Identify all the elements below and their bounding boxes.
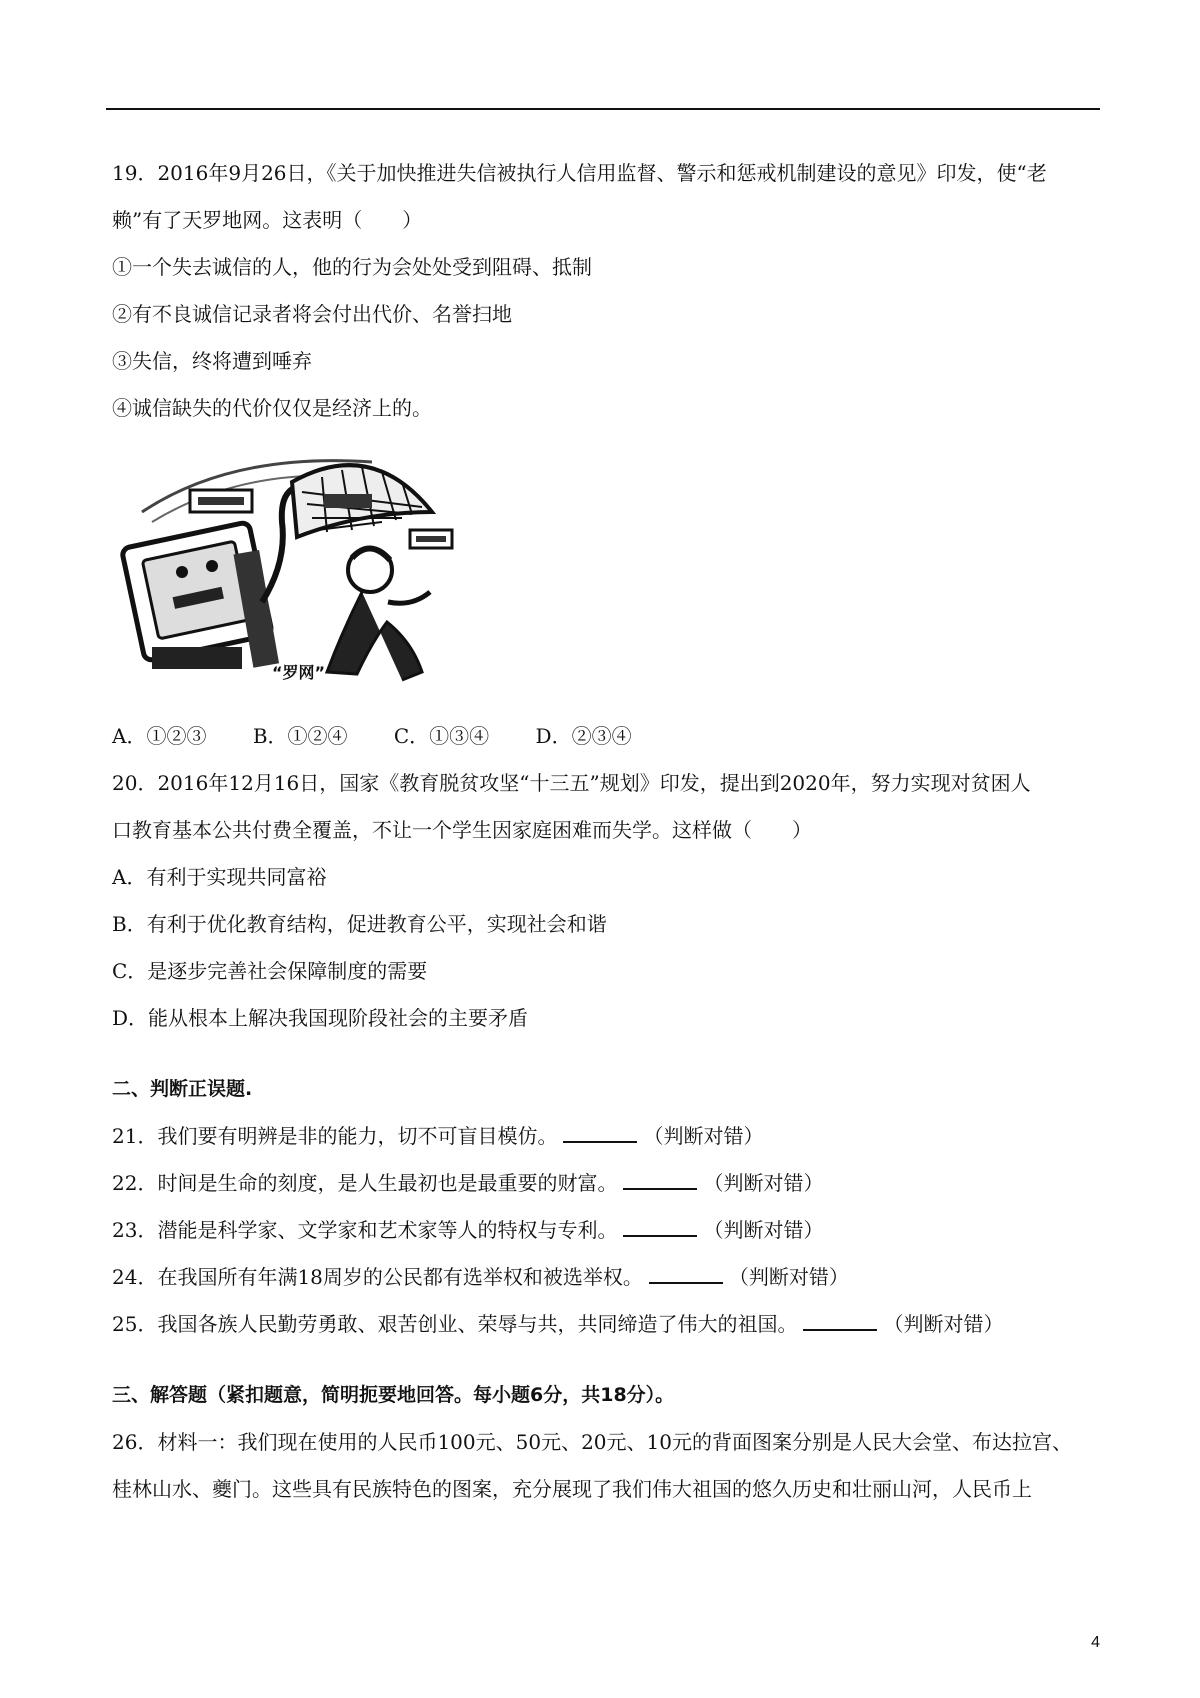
tf-item-suffix: （判断对错） [703,1171,824,1195]
q19-option-d[interactable]: D．②③④ [535,724,632,748]
q19-options [112,713,1100,760]
tf-item-suffix: （判断对错） [703,1218,824,1242]
q19-option-c[interactable]: C．①③④ [393,724,490,748]
page-number: 4 [1091,1634,1100,1651]
tf-item-text: 24．在我国所有年满18周岁的公民都有选举权和被选举权。 [112,1265,643,1289]
section-2-title: 二、判断正误题. [112,1078,253,1100]
computer-monitor-drawing [121,522,279,669]
q19-statement-3: ③失信，终将遭到唾弃 [112,349,312,373]
page-content [112,150,1100,1513]
tf-item-text: 25．我国各族人民勤劳勇敢、艰苦创业、荣辱与共，共同缔造了伟大的祖国。 [112,1312,798,1336]
tf-item-suffix: （判断对错） [643,1124,764,1148]
q19-stem-line1: 19．2016年9月26日，《关于加快推进失信被执行人信用监督、警示和惩戒机制建设的意见》印发，使“老 [112,161,1047,185]
q19-option-b[interactable]: B．①②④ [252,724,348,748]
tf-item-25 [112,1301,1100,1348]
q26-line1: 26．材料一：我们现在使用的人民币100元、50元、20元、10元的背面图案分别是人民大会堂、布达拉宫、 [112,1430,1072,1454]
tf-item-23 [112,1207,1100,1254]
cartoon-caption: “罗网” [272,663,326,682]
q20-stem-line2: 口教育基本公共付费全覆盖，不让一个学生因家庭困难而失学。这样做（ ） [112,818,812,842]
q20-option-a[interactable]: A．有利于实现共同富裕 [112,865,327,889]
tf-item-21 [112,1113,1100,1160]
answer-blank[interactable] [623,1170,697,1190]
header-rule [106,108,1100,110]
tf-item-text: 21．我们要有明辨是非的能力，切不可盲目模仿。 [112,1124,558,1148]
q19-statement-2: ②有不良诚信记录者将会付出代价、名誉扫地 [112,302,512,326]
answer-blank[interactable] [649,1264,723,1284]
net-drawing [292,465,432,537]
q26-line2: 桂林山水、夔门。这些具有民族特色的图案，充分展现了我们伟大祖国的悠久历史和壮丽山河，人民币上 [112,1477,1032,1501]
tf-item-suffix: （判断对错） [728,1265,849,1289]
q20-option-d[interactable]: D．能从根本上解决我国现阶段社会的主要矛盾 [112,1006,529,1030]
q20-stem-line1: 20．2016年12月16日，国家《教育脱贫攻坚“十三五”规划》印发，提出到2020年，努力实现对贫困人 [112,771,1031,795]
cartoon-illustration [112,442,462,690]
tf-item-text: 22．时间是生命的刻度，是人生最初也是最重要的财富。 [112,1171,618,1195]
q19-stem-line2: 赖”有了天罗地网。这表明（ ） [112,208,423,232]
q19-option-a[interactable]: A．①②③ [112,724,207,748]
answer-blank[interactable] [623,1217,697,1237]
answer-blank[interactable] [563,1123,637,1143]
q19-statement-1: ①一个失去诚信的人，他的行为会处处受到阻碍、抵制 [112,255,592,279]
tf-item-24 [112,1254,1100,1301]
fleeing-man-drawing [327,548,430,680]
section-3-title: 三、解答题（紧扣题意，简明扼要地回答。每小题6分，共18分）。 [112,1384,675,1406]
tf-item-suffix: （判断对错） [883,1312,1004,1336]
q19-statement-4: ④诚信缺失的代价仅仅是经济上的。 [112,396,432,420]
tf-item-22 [112,1160,1100,1207]
q20-option-b[interactable]: B．有利于优化教育结构，促进教育公平，实现社会和谐 [112,912,607,936]
answer-blank[interactable] [803,1311,877,1331]
q20-option-c[interactable]: C．是逐步完善社会保障制度的需要 [112,959,428,983]
tf-item-text: 23．潜能是科学家、文学家和艺术家等人的特权与专利。 [112,1218,618,1242]
